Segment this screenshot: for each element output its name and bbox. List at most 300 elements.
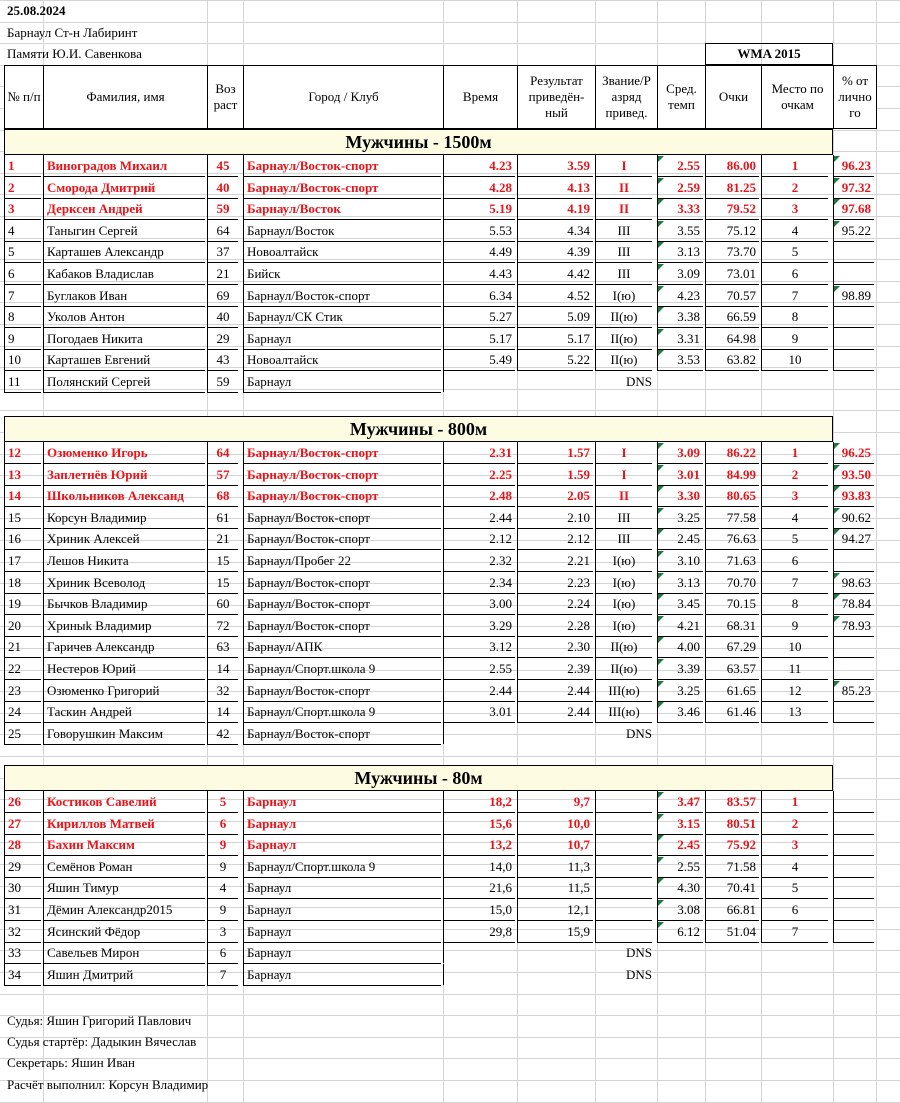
cell-name: Говорушкин Максим xyxy=(43,723,205,745)
cell-club: Барнаул xyxy=(243,942,441,964)
cell-num: 19 xyxy=(4,593,41,615)
cell-time: 2.44 xyxy=(443,507,515,529)
cell-comment-marker-icon xyxy=(834,465,840,471)
cell-rank: III xyxy=(595,263,652,285)
cell-place: 6 xyxy=(761,899,828,921)
cell-comment-marker-icon xyxy=(658,307,664,313)
cell-club: Барнаул/Спорт.школа 9 xyxy=(243,856,441,878)
cell-result: 5.22 xyxy=(517,349,593,371)
dns-cell: DNS xyxy=(443,723,834,744)
cell-comment-marker-icon xyxy=(658,835,664,841)
cell-time: 2.55 xyxy=(443,658,515,680)
cell-pct: 90.62 xyxy=(833,507,874,529)
cell-rank xyxy=(595,899,652,921)
cell-club: Барнаул/Пробег 22 xyxy=(243,550,441,572)
cell-rank: I xyxy=(595,155,652,177)
cell-tempo: 2.55 xyxy=(657,856,703,878)
cell-age: 6 xyxy=(207,942,238,964)
table-row xyxy=(0,615,900,636)
cell-tempo: 3.45 xyxy=(657,593,703,615)
cell-num: 18 xyxy=(4,572,41,594)
cell-name: Нестеров Юрий xyxy=(43,658,205,680)
cell-result: 2.21 xyxy=(517,550,593,572)
table-row xyxy=(0,964,900,985)
cell-comment-marker-icon xyxy=(658,350,664,356)
cell-tempo: 2.45 xyxy=(657,528,703,550)
cell-comment-marker-icon xyxy=(658,814,664,820)
cell-rank xyxy=(595,921,652,943)
cell-age: 9 xyxy=(207,899,238,921)
cell-club: Новоалтайск xyxy=(243,349,441,371)
cell-points: 67.29 xyxy=(705,636,759,658)
cell-num: 33 xyxy=(4,942,41,964)
table-row xyxy=(0,442,900,463)
table-row xyxy=(0,856,900,877)
cell-rank: III xyxy=(595,528,652,550)
cell-num: 1 xyxy=(4,155,41,177)
cell-num: 29 xyxy=(4,856,41,878)
table-row xyxy=(0,593,900,614)
cell-points: 84.99 xyxy=(705,464,759,486)
cell-tempo: 3.39 xyxy=(657,658,703,680)
cell-club: Барнаул/Восток-спорт xyxy=(243,507,441,529)
cell-name: Полянский Сергей xyxy=(43,371,205,393)
cell-rank: III xyxy=(595,220,652,242)
cell-result: 9,7 xyxy=(517,791,593,813)
cell-comment-marker-icon xyxy=(658,681,664,687)
table-row xyxy=(0,464,900,485)
cell-name: Гаричев Александр xyxy=(43,636,205,658)
cell-result: 2.05 xyxy=(517,485,593,507)
cell-comment-marker-icon xyxy=(658,857,664,863)
cell-name: Карташев Александр xyxy=(43,241,205,263)
cell-num: 16 xyxy=(4,528,41,550)
table-row xyxy=(0,241,900,262)
table-row xyxy=(0,155,900,176)
cell-rank: III xyxy=(595,507,652,529)
cell-points: 66.59 xyxy=(705,306,759,328)
cell-name: Корсун Владимир xyxy=(43,507,205,529)
cell-num: 22 xyxy=(4,658,41,680)
cell-comment-marker-icon xyxy=(658,659,664,665)
cell-points: 80.51 xyxy=(705,813,759,835)
cell-club: Барнаул xyxy=(243,371,441,393)
cell-pct xyxy=(833,877,874,899)
cell-num: 24 xyxy=(4,701,41,723)
cell-time: 3.00 xyxy=(443,593,515,615)
col-header-rank: Звание/Р азряд привед. xyxy=(595,65,658,129)
table-row xyxy=(0,701,900,722)
cell-age: 7 xyxy=(207,964,238,986)
cell-age: 14 xyxy=(207,701,238,723)
table-row xyxy=(0,220,900,241)
cell-tempo: 3.09 xyxy=(657,263,703,285)
footer-calc: Расчёт выполнил: Корсун Владимир xyxy=(7,1077,209,1092)
cell-time: 2.31 xyxy=(443,442,515,464)
cell-rank: II(ю) xyxy=(595,636,652,658)
cell-club: Барнаул xyxy=(243,899,441,921)
cell-tempo: 3.53 xyxy=(657,349,703,371)
cell-tempo: 2.59 xyxy=(657,177,703,199)
table-row xyxy=(0,263,900,284)
col-header-result: Результат приведён-ный xyxy=(517,65,596,129)
cell-rank: I xyxy=(595,442,652,464)
cell-points: 70.57 xyxy=(705,285,759,307)
cell-comment-marker-icon xyxy=(658,221,664,227)
cell-num: 21 xyxy=(4,636,41,658)
cell-age: 21 xyxy=(207,528,238,550)
cell-comment-marker-icon xyxy=(658,465,664,471)
cell-age: 64 xyxy=(207,220,238,242)
table-row xyxy=(0,306,900,327)
cell-num: 6 xyxy=(4,263,41,285)
col-header-num: № п/п xyxy=(4,65,44,129)
cell-comment-marker-icon xyxy=(658,264,664,270)
cell-name: Погодаев Никита xyxy=(43,328,205,350)
cell-tempo: 3.10 xyxy=(657,550,703,572)
cell-time: 2.48 xyxy=(443,485,515,507)
cell-club: Барнаул/Спорт.школа 9 xyxy=(243,701,441,723)
dns-cell: DNS xyxy=(443,371,834,392)
col-header-name: Фамилия, имя xyxy=(43,65,208,129)
cell-comment-marker-icon xyxy=(658,573,664,579)
cell-comment-marker-icon xyxy=(658,637,664,643)
cell-points: 61.65 xyxy=(705,680,759,702)
cell-comment-marker-icon xyxy=(834,199,840,205)
cell-name: Уколов Антон xyxy=(43,306,205,328)
cell-result: 4.34 xyxy=(517,220,593,242)
cell-age: 9 xyxy=(207,856,238,878)
cell-points: 75.12 xyxy=(705,220,759,242)
cell-tempo: 3.30 xyxy=(657,485,703,507)
cell-points: 79.52 xyxy=(705,198,759,220)
cell-pct xyxy=(833,306,874,328)
cell-time: 21,6 xyxy=(443,877,515,899)
cell-place: 3 xyxy=(761,834,828,856)
cell-place: 2 xyxy=(761,464,828,486)
cell-club: Бийск xyxy=(243,263,441,285)
cell-pct xyxy=(833,856,874,878)
cell-tempo: 3.09 xyxy=(657,442,703,464)
cell-rank: I(ю) xyxy=(595,550,652,572)
table-row xyxy=(0,349,900,370)
cell-club: Барнаул/Восток-спорт xyxy=(243,155,441,177)
cell-rank: I(ю) xyxy=(595,593,652,615)
cell-club: Барнаул/Восток xyxy=(243,220,441,242)
cell-age: 60 xyxy=(207,593,238,615)
cell-club: Барнаул/Восток-спорт xyxy=(243,285,441,307)
cell-rank: II xyxy=(595,485,652,507)
cell-points: 83.57 xyxy=(705,791,759,813)
cell-name: Таскин Андрей xyxy=(43,701,205,723)
cell-num: 31 xyxy=(4,899,41,921)
cell-tempo: 3.08 xyxy=(657,899,703,921)
table-row xyxy=(0,507,900,528)
cell-points: 61.46 xyxy=(705,701,759,723)
cell-age: 3 xyxy=(207,921,238,943)
cell-result: 2.28 xyxy=(517,615,593,637)
cell-age: 59 xyxy=(207,371,238,393)
cell-comment-marker-icon xyxy=(658,922,664,928)
cell-num: 2 xyxy=(4,177,41,199)
cell-age: 9 xyxy=(207,834,238,856)
table-row xyxy=(0,636,900,657)
cell-result: 15,9 xyxy=(517,921,593,943)
table-row xyxy=(0,723,900,744)
cell-time: 5.53 xyxy=(443,220,515,242)
cell-tempo: 2.55 xyxy=(657,155,703,177)
cell-time: 29,8 xyxy=(443,921,515,943)
cell-tempo: 3.25 xyxy=(657,680,703,702)
cell-num: 7 xyxy=(4,285,41,307)
cell-time: 6.34 xyxy=(443,285,515,307)
cell-club: Барнаул xyxy=(243,791,441,813)
cell-name: Озюменко Игорь xyxy=(43,442,205,464)
cell-points: 77.58 xyxy=(705,507,759,529)
cell-club: Барнаул/Восток xyxy=(243,198,441,220)
cell-points: 70.15 xyxy=(705,593,759,615)
cell-comment-marker-icon xyxy=(834,616,840,622)
cell-result: 1.59 xyxy=(517,464,593,486)
cell-pct: 94.27 xyxy=(833,528,874,550)
table-row xyxy=(0,877,900,898)
cell-place: 1 xyxy=(761,791,828,813)
cell-name: Семёнов Роман xyxy=(43,856,205,878)
cell-place: 4 xyxy=(761,856,828,878)
cell-age: 64 xyxy=(207,442,238,464)
table-row xyxy=(0,198,900,219)
cell-tempo: 3.46 xyxy=(657,701,703,723)
cell-result: 2.44 xyxy=(517,680,593,702)
cell-tempo: 4.00 xyxy=(657,636,703,658)
cell-club: Барнаул/Восток-спорт xyxy=(243,528,441,550)
cell-rank: III(ю) xyxy=(595,680,652,702)
cell-time: 18,2 xyxy=(443,791,515,813)
cell-age: 40 xyxy=(207,306,238,328)
cell-points: 75.92 xyxy=(705,834,759,856)
cell-club: Барнаул/СК Стик xyxy=(243,306,441,328)
cell-rank: II(ю) xyxy=(595,328,652,350)
cell-comment-marker-icon xyxy=(834,221,840,227)
cell-tempo: 3.13 xyxy=(657,572,703,594)
table-row xyxy=(0,791,900,812)
cell-pct xyxy=(833,263,874,285)
cell-time: 14,0 xyxy=(443,856,515,878)
cell-club: Барнаул xyxy=(243,921,441,943)
cell-place: 5 xyxy=(761,241,828,263)
cell-points: 71.63 xyxy=(705,550,759,572)
cell-points: 80.65 xyxy=(705,485,759,507)
cell-comment-marker-icon xyxy=(834,508,840,514)
cell-num: 25 xyxy=(4,723,41,745)
col-header-club: Город / Клуб xyxy=(243,65,444,129)
cell-pct: 78.93 xyxy=(833,615,874,637)
cell-time: 2.32 xyxy=(443,550,515,572)
cell-club: Барнаул/Спорт.школа 9 xyxy=(243,658,441,680)
footer-judge: Судья: Яшин Григорий Павлович xyxy=(7,1013,192,1028)
cell-pct xyxy=(833,899,874,921)
cell-num: 10 xyxy=(4,349,41,371)
cell-points: 51.04 xyxy=(705,921,759,943)
cell-rank: I(ю) xyxy=(595,285,652,307)
cell-place: 3 xyxy=(761,198,828,220)
cell-tempo: 3.38 xyxy=(657,306,703,328)
cell-name: Бахин Максим xyxy=(43,834,205,856)
cell-club: Барнаул xyxy=(243,964,441,986)
cell-pct: 78.84 xyxy=(833,593,874,615)
cell-num: 15 xyxy=(4,507,41,529)
cell-place: 12 xyxy=(761,680,828,702)
cell-club: Барнаул/Восток-спорт xyxy=(243,572,441,594)
cell-comment-marker-icon xyxy=(658,156,664,162)
cell-pct: 97.32 xyxy=(833,177,874,199)
cell-place: 6 xyxy=(761,550,828,572)
cell-comment-marker-icon xyxy=(658,508,664,514)
cell-comment-marker-icon xyxy=(658,286,664,292)
cell-rank: I xyxy=(595,464,652,486)
cell-num: 23 xyxy=(4,680,41,702)
table-row xyxy=(0,834,900,855)
cell-name: Хриник Алексей xyxy=(43,528,205,550)
cell-age: 40 xyxy=(207,177,238,199)
cell-num: 20 xyxy=(4,615,41,637)
cell-name: Савельев Мирон xyxy=(43,942,205,964)
cell-result: 11,3 xyxy=(517,856,593,878)
cell-comment-marker-icon xyxy=(834,573,840,579)
cell-result: 10,0 xyxy=(517,813,593,835)
cell-pct xyxy=(833,241,874,263)
cell-time: 15,0 xyxy=(443,899,515,921)
cell-points: 86.00 xyxy=(705,155,759,177)
table-row xyxy=(0,680,900,701)
cell-name: Виноградов Михаил xyxy=(43,155,205,177)
cell-points: 64.98 xyxy=(705,328,759,350)
cell-place: 7 xyxy=(761,572,828,594)
cell-num: 14 xyxy=(4,485,41,507)
cell-points: 73.70 xyxy=(705,241,759,263)
cell-place: 7 xyxy=(761,921,828,943)
cell-tempo: 3.31 xyxy=(657,328,703,350)
cell-points: 70.70 xyxy=(705,572,759,594)
cell-place: 9 xyxy=(761,615,828,637)
cell-pct xyxy=(833,834,874,856)
cell-name: Яшин Дмитрий xyxy=(43,964,205,986)
cell-time: 15,6 xyxy=(443,813,515,835)
cell-age: 32 xyxy=(207,680,238,702)
section-title: Мужчины - 80м xyxy=(4,765,833,791)
col-header-age: Воз раст xyxy=(207,65,244,129)
cell-comment-marker-icon xyxy=(658,551,664,557)
cell-result: 10,7 xyxy=(517,834,593,856)
cell-tempo: 3.01 xyxy=(657,464,703,486)
cell-club: Новоалтайск xyxy=(243,241,441,263)
cell-comment-marker-icon xyxy=(658,329,664,335)
cell-name: Заплетнёв Юрий xyxy=(43,464,205,486)
table-row xyxy=(0,371,900,392)
cell-time: 2.44 xyxy=(443,680,515,702)
cell-rank xyxy=(595,791,652,813)
memorial-title: Памяти Ю.И. Савенкова xyxy=(7,46,142,61)
cell-pct: 96.23 xyxy=(833,155,874,177)
cell-age: 69 xyxy=(207,285,238,307)
cell-rank: II xyxy=(595,177,652,199)
cell-name: Буглаков Иван xyxy=(43,285,205,307)
cell-comment-marker-icon xyxy=(834,178,840,184)
cell-name: Хриник Всеволод xyxy=(43,572,205,594)
cell-pct: 95.22 xyxy=(833,220,874,242)
cell-place: 10 xyxy=(761,636,828,658)
cell-time: 3.01 xyxy=(443,701,515,723)
cell-tempo: 3.25 xyxy=(657,507,703,529)
cell-place: 13 xyxy=(761,701,828,723)
cell-place: 3 xyxy=(761,485,828,507)
col-header-pct: % от лично го xyxy=(833,65,877,129)
cell-comment-marker-icon xyxy=(834,594,840,600)
col-header-place: Место по очкам xyxy=(761,65,834,129)
table-row xyxy=(0,942,900,963)
cell-name: Лешов Никита xyxy=(43,550,205,572)
col-header-points: Очки xyxy=(705,65,762,129)
cell-club: Барнаул/Восток-спорт xyxy=(243,593,441,615)
cell-comment-marker-icon xyxy=(658,900,664,906)
cell-age: 43 xyxy=(207,349,238,371)
cell-place: 8 xyxy=(761,306,828,328)
cell-comment-marker-icon xyxy=(834,486,840,492)
cell-tempo: 4.30 xyxy=(657,877,703,899)
cell-comment-marker-icon xyxy=(658,178,664,184)
cell-comment-marker-icon xyxy=(834,681,840,687)
cell-time: 4.28 xyxy=(443,177,515,199)
cell-result: 4.13 xyxy=(517,177,593,199)
cell-rank: II(ю) xyxy=(595,658,652,680)
cell-comment-marker-icon xyxy=(834,286,840,292)
cell-age: 37 xyxy=(207,241,238,263)
cell-pct: 97.68 xyxy=(833,198,874,220)
cell-time: 4.49 xyxy=(443,241,515,263)
cell-num: 12 xyxy=(4,442,41,464)
cell-tempo: 2.45 xyxy=(657,834,703,856)
cell-comment-marker-icon xyxy=(658,702,664,708)
cell-result: 11,5 xyxy=(517,877,593,899)
cell-time: 5.49 xyxy=(443,349,515,371)
cell-pct: 96.25 xyxy=(833,442,874,464)
cell-age: 5 xyxy=(207,791,238,813)
cell-pct: 93.83 xyxy=(833,485,874,507)
cell-result: 2.10 xyxy=(517,507,593,529)
cell-num: 26 xyxy=(4,791,41,813)
cell-num: 30 xyxy=(4,877,41,899)
cell-num: 8 xyxy=(4,306,41,328)
col-header-tempo: Сред. темп xyxy=(657,65,706,129)
cell-comment-marker-icon xyxy=(658,486,664,492)
cell-num: 9 xyxy=(4,328,41,350)
cell-name: Хриныk Владимир xyxy=(43,615,205,637)
cell-club: Барнаул/АПК xyxy=(243,636,441,658)
cell-time: 4.43 xyxy=(443,263,515,285)
cell-num: 34 xyxy=(4,964,41,986)
cell-pct xyxy=(833,791,874,813)
cell-time: 5.17 xyxy=(443,328,515,350)
cell-tempo: 3.13 xyxy=(657,241,703,263)
report-date: 25.08.2024 xyxy=(7,3,66,18)
table-row xyxy=(0,550,900,571)
cell-name: Карташев Евгений xyxy=(43,349,205,371)
cell-age: 72 xyxy=(207,615,238,637)
cell-result: 4.39 xyxy=(517,241,593,263)
cell-points: 68.31 xyxy=(705,615,759,637)
table-row xyxy=(0,658,900,679)
table-row xyxy=(0,177,900,198)
